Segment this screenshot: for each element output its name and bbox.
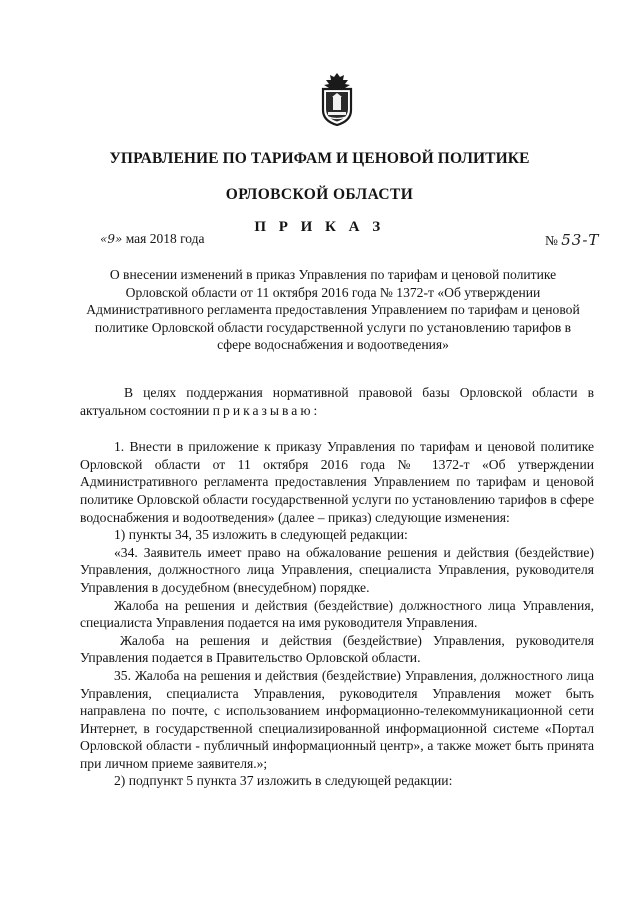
date-text: мая 2018 года xyxy=(122,231,205,246)
document-type-title: П Р И К А З xyxy=(254,219,385,235)
paragraph-3: «34. Заявитель имеет право на обжалование решения и действия (бездействие) Управления, должностного лица Управления, специалиста Управления, руководителя Управления в досудебном (внесудебном) порядке. xyxy=(80,544,594,595)
paragraph-6: 35. Жалоба на решения и действия (бездействие) Управления, должностного лица Управления, специалиста Управления, руководителя Управления может быть направлена по почте, с использованием информационно-телекоммуникационной сети Интернет, в государственной специализированной информационной системе «Портал Орловской области - публичный информационный центр», а также может быть принята при личном приеме заявителя.»; xyxy=(80,667,594,771)
order-body xyxy=(80,384,594,790)
organization-name-line1: УПРАВЛЕНИЕ ПО ТАРИФАМ И ЦЕНОВОЙ ПОЛИТИКЕ xyxy=(109,150,530,167)
preamble-text: В целях поддержания нормативной правовой базы Орловской области в актуальном состоянии xyxy=(80,385,594,418)
document-date xyxy=(100,231,205,247)
paragraph-4: Жалоба на решения и действия (бездействие) должностного лица Управления, специалиста Управления подается на имя руководителя Управления. xyxy=(80,597,594,631)
organization-name-line2: ОРЛОВСКОЙ ОБЛАСТИ xyxy=(225,186,414,203)
number-prefix: № xyxy=(545,233,562,248)
coat-of-arms-emblem xyxy=(317,72,357,126)
paragraph-2: 1) пункты 34, 35 изложить в следующей редакции: xyxy=(114,527,408,543)
document-number xyxy=(545,231,599,249)
order-verb: приказываю: xyxy=(212,402,321,418)
handwritten-day: «9» xyxy=(100,232,123,246)
paragraph-1: 1. Внести в приложение к приказу Управления по тарифам и ценовой политике Орловской области от 11 октября 2016 года № 1372-т «Об утверждении Административного регламента предоставления Управлением по тарифам и ценовой политике Орловской области государственной услуги по установлению тарифов в сфере водоснабжения и водоотведения» (далее – приказ) следующие изменения: xyxy=(80,439,594,525)
paragraph-7: 2) подпункт 5 пункта 37 изложить в следующей редакции: xyxy=(114,773,453,789)
paragraph-5: Жалоба на решения и действия (бездействие) Управления, руководителя Управления подается в Правительство Орловской области. xyxy=(80,632,594,666)
order-subject: О внесении изменений в приказ Управления по тарифам и ценовой политике Орловской области от 11 октября 2016 года № 1372-т «Об утверждении Административного регламента предоставления Управлением по тарифам и ценовой политике Орловской области государственной услуги по установлению тарифов в сфере водоснабжения и водоотведения» xyxy=(86,267,580,353)
preamble-paragraph xyxy=(80,384,594,419)
handwritten-number: 53-Т xyxy=(561,231,600,249)
